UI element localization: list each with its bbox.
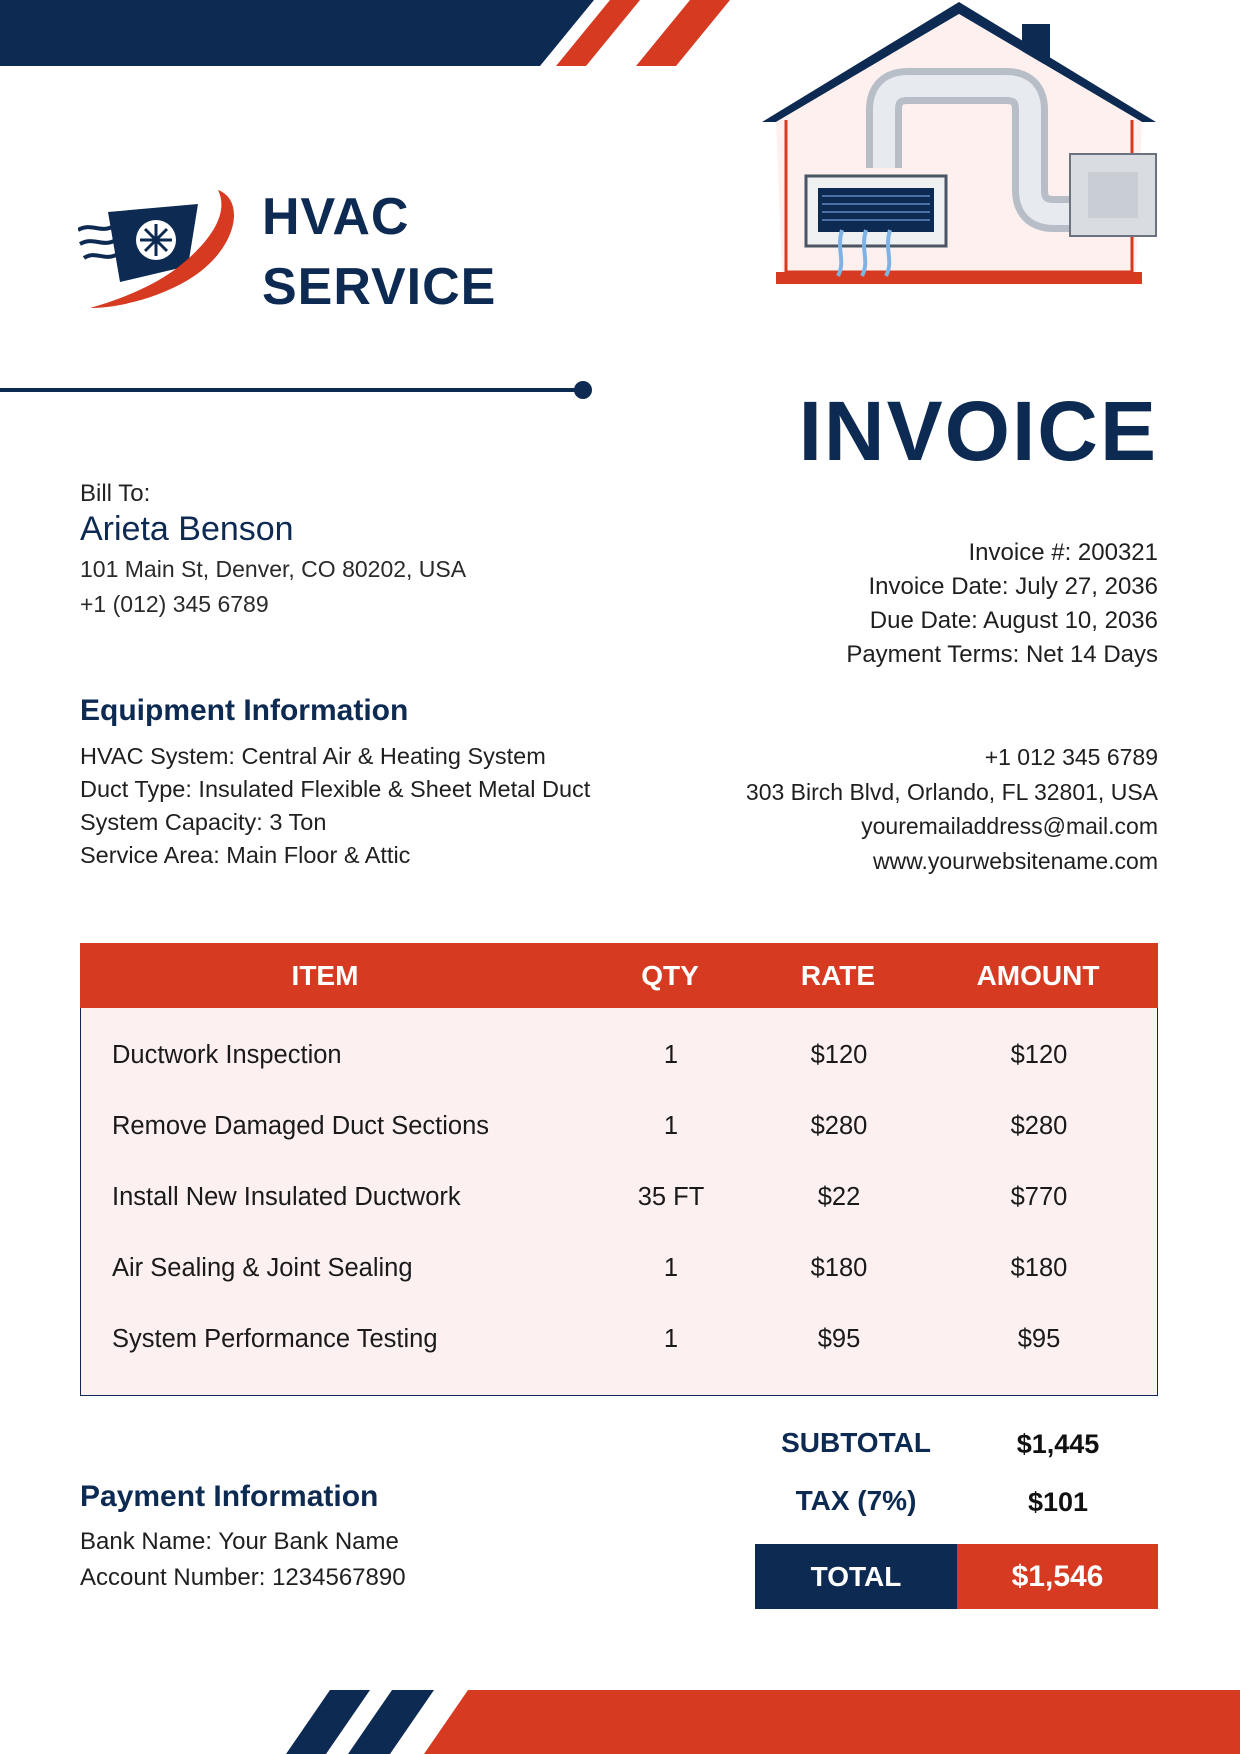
header-item: ITEM bbox=[291, 960, 359, 991]
company-address: 303 Birch Blvd, Orlando, FL 32801, USA bbox=[745, 778, 1158, 805]
equipment-details bbox=[80, 740, 590, 872]
cell-qty: 35 FT bbox=[637, 1183, 705, 1211]
house-ductwork-illustration bbox=[756, 0, 1162, 296]
equipment-service-area: Service Area: Main Floor & Attic bbox=[80, 842, 411, 868]
total-label-box bbox=[755, 1544, 957, 1609]
company-website: www.yourwebsitename.com bbox=[872, 847, 1158, 874]
due-date: Due Date: August 10, 2036 bbox=[869, 607, 1158, 634]
hvac-fan-logo-icon bbox=[78, 190, 246, 314]
cell-item: Remove Damaged Duct Sections bbox=[112, 1112, 490, 1140]
table-header bbox=[80, 943, 1158, 1008]
total-value: $1,546 bbox=[1011, 1560, 1104, 1593]
cell-item: Install New Insulated Ductwork bbox=[112, 1183, 461, 1211]
payment-heading: Payment Information bbox=[80, 1480, 379, 1513]
cell-amount: $280 bbox=[1010, 1112, 1068, 1140]
header-divider-dot bbox=[574, 381, 592, 399]
customer-address: 101 Main St, Denver, CO 80202, USA bbox=[80, 556, 467, 582]
invoice-meta bbox=[846, 536, 1158, 672]
table-row bbox=[81, 1248, 1157, 1288]
company-phone: +1 012 345 6789 bbox=[984, 744, 1158, 770]
customer-phone: +1 (012) 345 6789 bbox=[80, 591, 269, 617]
table-row bbox=[81, 1035, 1157, 1075]
page-title: INVOICE bbox=[798, 384, 1158, 478]
brand-line-2: SERVICE bbox=[262, 258, 497, 316]
bottom-decorative-band bbox=[0, 1690, 1240, 1754]
cell-amount: $770 bbox=[1010, 1183, 1068, 1211]
payment-details bbox=[80, 1524, 406, 1596]
invoice-number: Invoice #: 200321 bbox=[968, 539, 1158, 566]
cell-rate: $120 bbox=[810, 1041, 868, 1069]
cell-qty: 1 bbox=[663, 1112, 679, 1140]
company-contact bbox=[746, 740, 1158, 878]
header-qty: QTY bbox=[641, 960, 699, 991]
equipment-capacity: System Capacity: 3 Ton bbox=[80, 809, 327, 835]
company-email: youremailaddress@mail.com bbox=[861, 813, 1158, 839]
cell-item: System Performance Testing bbox=[112, 1325, 438, 1353]
table-row bbox=[81, 1177, 1157, 1217]
tax-label: TAX (7%) bbox=[795, 1485, 917, 1516]
header-amount: AMOUNT bbox=[976, 960, 1100, 991]
equipment-system: HVAC System: Central Air & Heating System bbox=[80, 743, 546, 769]
tax-value: $101 bbox=[1027, 1487, 1089, 1517]
cell-amount: $120 bbox=[1010, 1041, 1068, 1069]
cell-rate: $95 bbox=[817, 1325, 861, 1353]
brand-line-1: HVAC bbox=[262, 188, 410, 246]
equipment-duct-type: Duct Type: Insulated Flexible & Sheet Metal Duct bbox=[80, 776, 591, 802]
line-items-table bbox=[80, 943, 1158, 1397]
total-label: TOTAL bbox=[810, 1561, 902, 1592]
equipment-heading: Equipment Information bbox=[80, 694, 409, 727]
account-number: Account Number: 1234567890 bbox=[80, 1564, 406, 1591]
bank-name: Bank Name: Your Bank Name bbox=[80, 1528, 399, 1555]
cell-rate: $180 bbox=[810, 1254, 868, 1282]
header-divider bbox=[0, 388, 590, 392]
table-row bbox=[81, 1319, 1157, 1359]
table-body bbox=[80, 1008, 1158, 1396]
header-rate: RATE bbox=[800, 960, 876, 991]
cell-qty: 1 bbox=[663, 1325, 679, 1353]
top-decorative-band bbox=[0, 0, 740, 70]
bill-to-label: Bill To: bbox=[80, 480, 151, 507]
invoice-date: Invoice Date: July 27, 2036 bbox=[868, 573, 1158, 600]
cell-amount: $180 bbox=[1010, 1254, 1068, 1282]
cell-rate: $280 bbox=[810, 1112, 868, 1140]
brand-name bbox=[262, 182, 496, 322]
cell-item: Ductwork Inspection bbox=[112, 1041, 342, 1069]
subtotal-value: $1,445 bbox=[1016, 1429, 1100, 1459]
customer-name: Arieta Benson bbox=[80, 510, 294, 548]
cell-item: Air Sealing & Joint Sealing bbox=[112, 1254, 413, 1282]
total-value-box bbox=[957, 1544, 1158, 1609]
payment-terms: Payment Terms: Net 14 Days bbox=[846, 641, 1158, 668]
cell-qty: 1 bbox=[663, 1041, 679, 1069]
subtotal-label: SUBTOTAL bbox=[781, 1427, 931, 1458]
cell-rate: $22 bbox=[817, 1183, 861, 1211]
cell-amount: $95 bbox=[1017, 1325, 1061, 1353]
cell-qty: 1 bbox=[663, 1254, 679, 1282]
table-row bbox=[81, 1106, 1157, 1146]
